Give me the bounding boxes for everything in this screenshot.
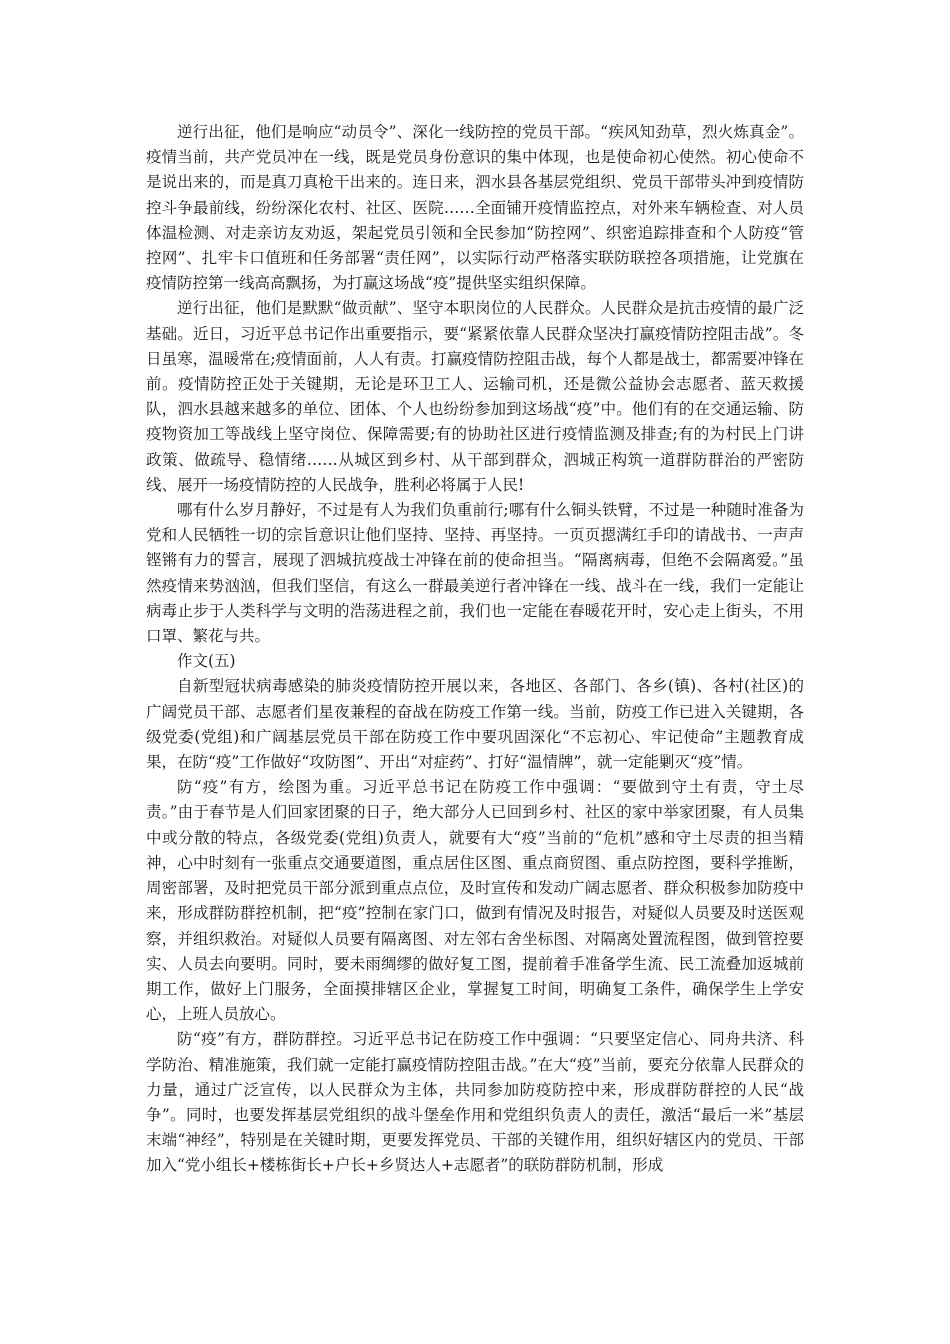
document-body [146,120,804,1179]
section-paragraph-3: 防“疫”有方，群防群控。习近平总书记在防疫工作中强调：“只要坚定信心、同舟共济、科学防治、精准施策，我们就一定能打赢疫情防控阻击战。”在大“疫”当前，要充分依靠人民群众的力量，通过广泛宣传，以人民群众为主体，共同参加防疫防控中来，形成群防群控的人民“战争”。同时，也要发挥基层党组织的战斗堡垒作用和党组织负责人的责任，激活“最后一米”基层末端“神经”，特别是在关键时期，更要发挥党员、干部的关键作用，组织好辖区内的党员、干部加入“党小组长+楼栋街长+户长+乡贤达人+志愿者”的联防群防机制，形成 [146,1030,804,1175]
section-paragraph-2: 防“疫”有方，绘图为重。习近平总书记在防疫工作中强调：“要做到守土有责，守土尽责。”由于春节是人们回家团聚的日子，绝大部分人已回到乡村、社区的家中举家团聚，有人员集中或分散的特点，各级党委(党组)负责人，就要有大“疫”当前的“危机”感和守土尽责的担当精神，心中时刻有一张重点交通要道图，重点居住区图、重点商贸图、重点防控图，要科学推断，周密部署，及时把党员干部分派到重点点位，及时宣传和发动广阔志愿者、群众积极参加防疫中来，形成群防群控机制，把“疫”控制在家门口，做到有情况及时报告，对疑似人员要及时送医观察，并组织救治。对疑似人员要有隔离图、对左邻右舍坐标图、对隔离处置流程图，做到管控要实、人员去向要明。同时，要未雨绸缪的做好复工图，提前着手准备学生流、民工流叠加返城前期工作，做好上门服务，全面摸排辖区企业，掌握复工时间，明确复工条件，确保学生上学安心，上班人员放心。 [146,778,804,1024]
paragraph-1: 逆行出征，他们是响应“动员令”、深化一线防控的党员干部。“疾风知劲草，烈火炼真金”。疫情当前，共产党员冲在一线，既是党员身份意识的集中体现，也是使命初心使然。初心使命不是说出来的，而是真刀真枪干出来的。连日来，泗水县各基层党组织、党员干部带头冲到疫情防控斗争最前线，纷纷深化农村、社区、医院……全面铺开疫情监控点，对外来车辆检查、对人员体温检测、对走亲访友劝返，架起党员引领和全民参加“防控网”、织密追踪排查和个人防疫“管控网”、扎牢卡口值班和任务部署“责任网”，以实际行动严格落实联防联控各项措施，让党旗在疫情防控第一线高高飘扬，为打赢这场战“疫”提供坚实组织保障。 [146,123,804,293]
section-paragraph-1: 自新型冠状病毒感染的肺炎疫情防控开展以来，各地区、各部门、各乡(镇)、各村(社区)的广阔党员干部、志愿者们星夜兼程的奋战在防疫工作第一线。当前，防疫工作已进入关键期，各级党委(党组)和广阔基层党员干部在防疫工作中要巩固深化“不忘初心、牢记使命”主题教育成果，在防“疫”工作做好“攻防图”、开出“对症药”、打好“温情牌”，就一定能剿灭“疫”情。 [146,677,804,772]
paragraph-2: 逆行出征，他们是默默“做贡献”、坚守本职岗位的人民群众。人民群众是抗击疫情的最广泛基础。近日，习近平总书记作出重要指示，要“紧紧依靠人民群众坚决打赢疫情防控阻击战”。冬日虽寒，温暖常在;疫情面前，人人有责。打赢疫情防控阻击战，每个人都是战士，都需要冲锋在前。疫情防控正处于关键期，无论是环卫工人、运输司机，还是微公益协会志愿者、蓝天救援队，泗水县越来越多的单位、团体、个人也纷纷参加到这场战“疫”中。他们有的在交通运输、防疫物资加工等战线上坚守岗位、保障需要;有的协助社区进行疫情监测及排查;有的为村民上门讲政策、做疏导、稳情绪……从城区到乡村、从干部到群众，泗城正构筑一道群防群治的严密防线、展开一场疫情防控的人民战争，胜利必将属于人民! [146,299,804,494]
section-heading: 作文(五) [177,652,236,671]
paragraph-3: 哪有什么岁月静好，不过是有人为我们负重前行;哪有什么铜头铁臂，不过是一种随时准备为党和人民牺牲一切的宗旨意识让他们坚持、坚持、再坚持。一页页摁满红手印的请战书、一声声铿锵有力的誓言，展现了泗城抗疫战士冲锋在前的使命担当。“隔离病毒，但绝不会隔离爱。”虽然疫情来势汹汹，但我们坚信，有这么一群最美逆行者冲锋在一线、战斗在一线，我们一定能让病毒止步于人类科学与文明的浩荡进程之前，我们也一定能在春暖花开时，安心走上街头，不用口罩、繁花与共。 [146,501,804,646]
